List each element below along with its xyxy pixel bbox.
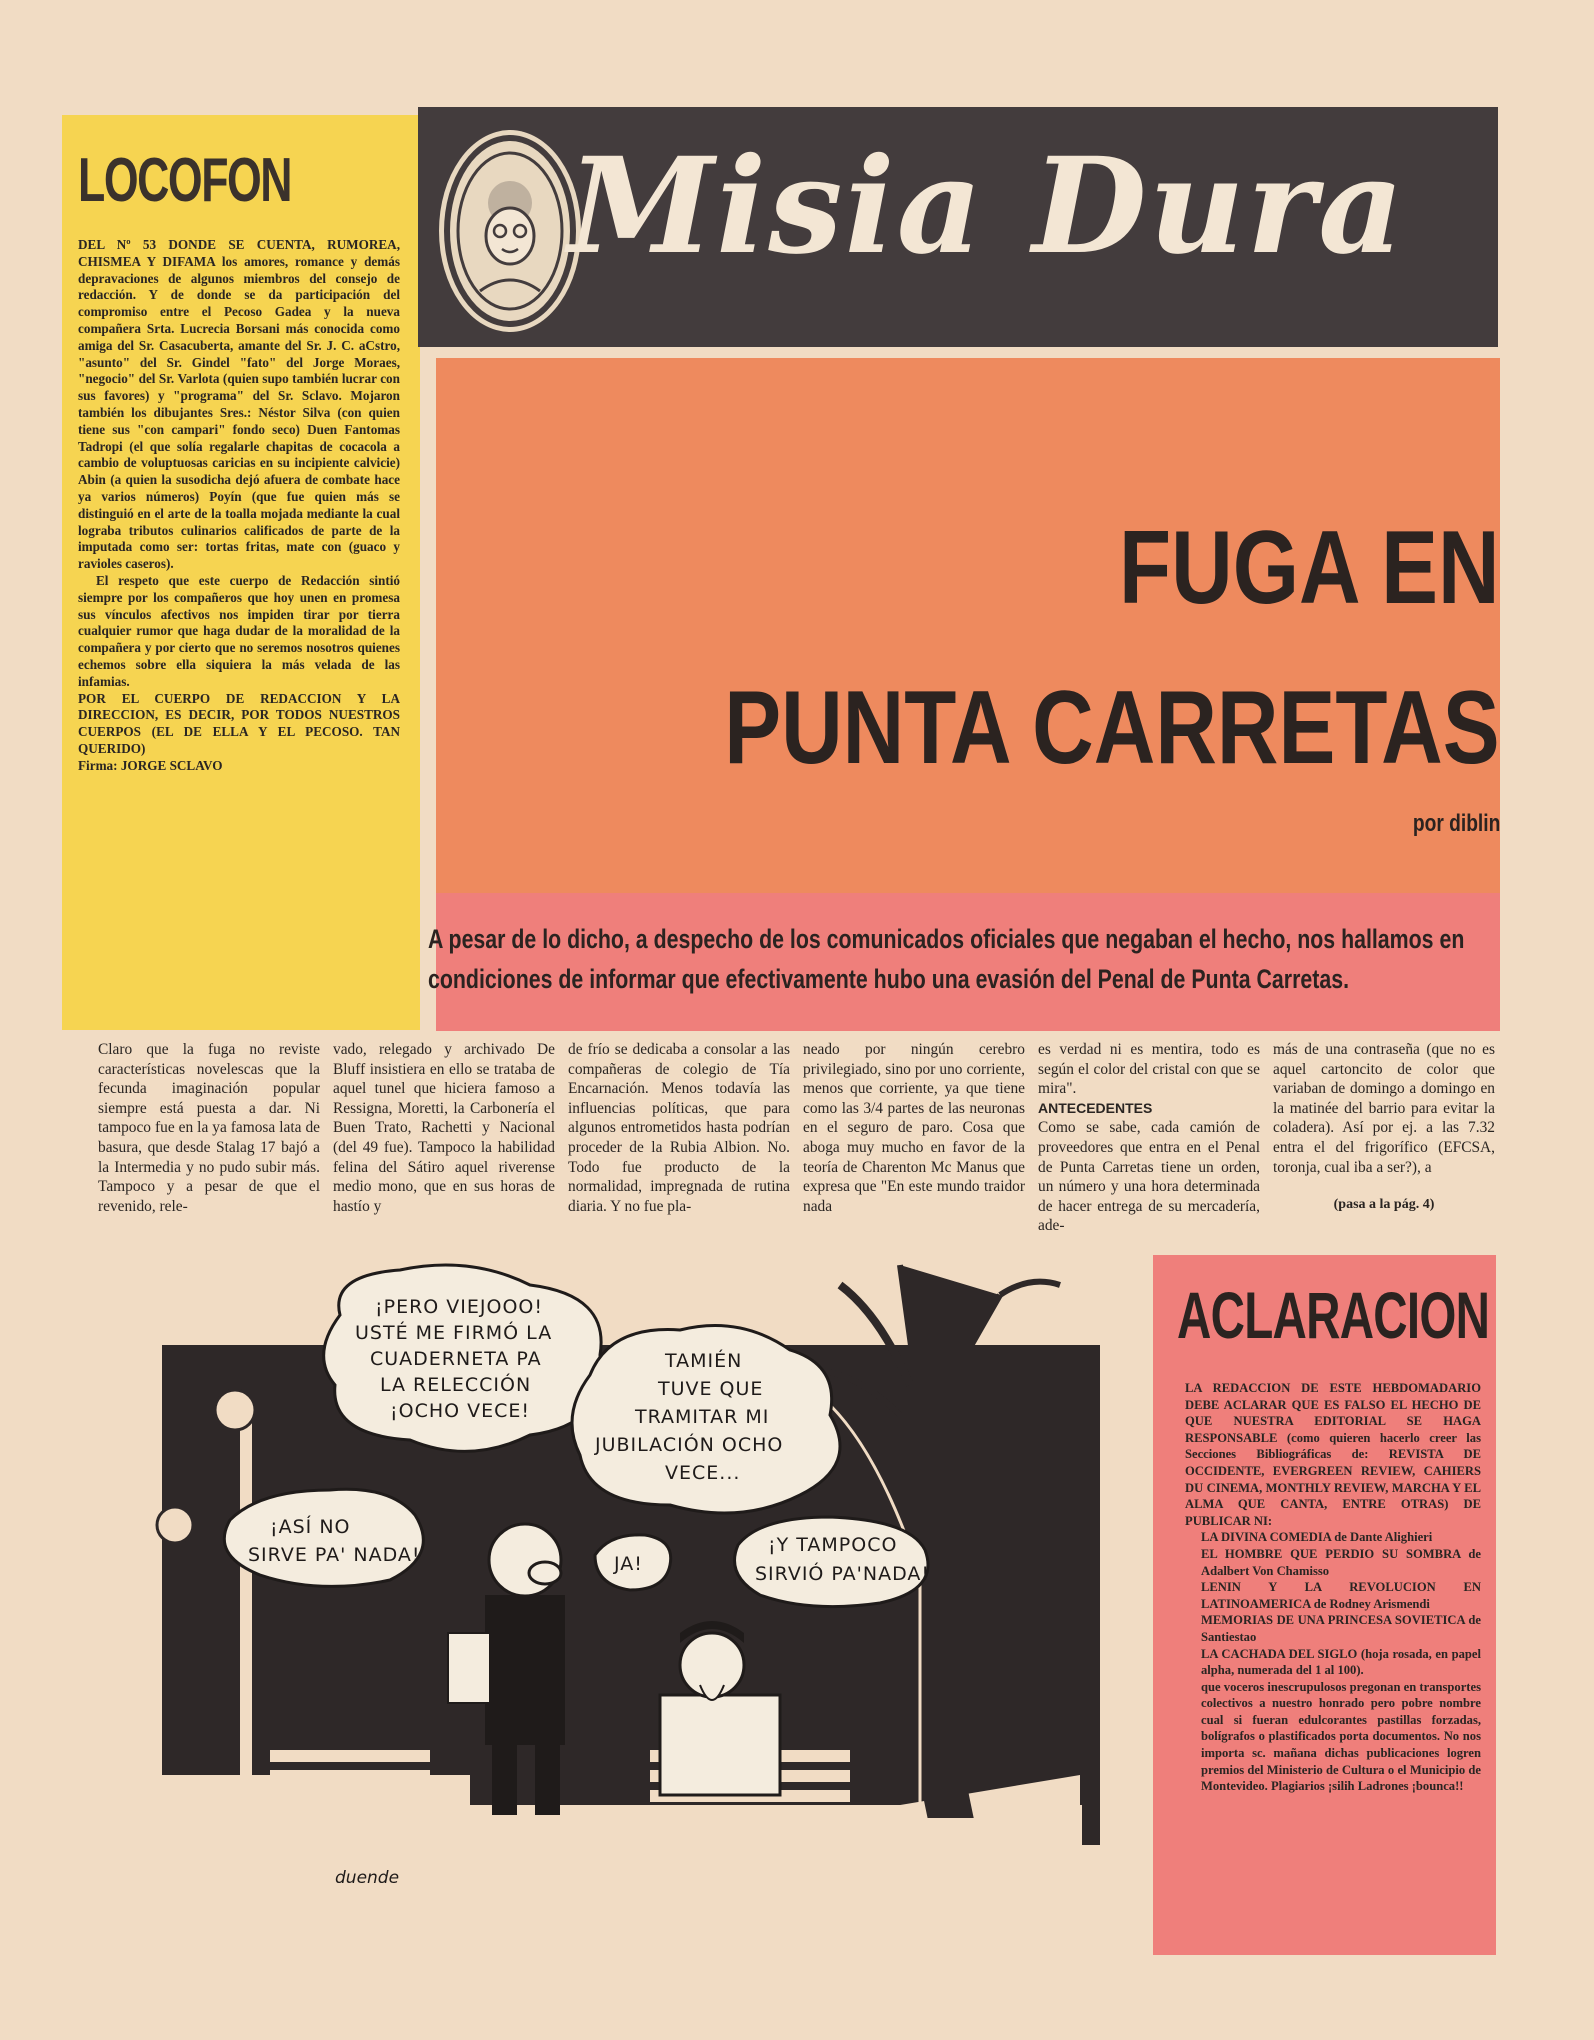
bubble-3-line: ¡ASÍ NO <box>270 1516 351 1538</box>
list-item: MEMORIAS DE UNA PRINCESA SOVIETICA de Santiestao <box>1201 1613 1481 1644</box>
bubble-1-line: CUADERNETA PA <box>370 1348 542 1370</box>
bubble-3-line: SIRVE PA' NADA! <box>248 1544 421 1566</box>
aclaracion-box <box>1153 1255 1496 1955</box>
headline-line-2: PUNTA CARRETAS <box>724 670 1500 786</box>
article-column-text: más de una contraseña (que no es aquel cartoncito de color que variaban de domingo a domingo en la matinée del barrio para evitar la coladera). Así por ej. a las 7.32 entra el del frigorífico (EFCSA, toronja, cual iba a ser?), a <box>1273 1041 1495 1176</box>
bubble-1-line: USTÉ ME FIRMÓ LA <box>355 1322 553 1344</box>
article-column: de frío se dedicaba a consolar a las compañeras de colegio de Tía Encarnación. Menos todavía las influencias políticas, que para algunos entrometidos hasta podrían proceder de la Rubia Albion. No. Todo fue producto de la normalidad, impregnada de rutina diaria. Y no fue pla- <box>568 1041 790 1215</box>
article-column: Claro que la fuga no reviste características novelescas que la fecunda imaginación popular siempre está puesta a dar. Ni tampoco fue en la ya famosa lata de basura, que desde Stalag 17 bajó a la Intermedia y no pudo subir más. Tampoco y a pesar de que el revenido, rele- <box>98 1041 320 1215</box>
bubble-2-line: VECE... <box>665 1462 741 1484</box>
continued-note: (pasa a la pág. 4) <box>1333 1197 1435 1213</box>
article-column <box>1038 1040 1260 1236</box>
list-item: EL HOMBRE QUE PERDIO SU SOMBRA de Adalbert Von Chamisso <box>1201 1546 1481 1578</box>
article-column <box>1273 1040 1495 1215</box>
bubble-1-line: LA RELECCIÓN <box>380 1374 532 1396</box>
cartoon-signature: duende <box>335 1868 400 1888</box>
aclaracion-title: ACLARACION <box>1177 1278 1490 1352</box>
bubble-5-line: ¡Y TAMPOCO <box>768 1534 898 1556</box>
headline <box>725 488 1500 808</box>
bubble-2-line: TAMIÉN <box>665 1350 743 1372</box>
aclaracion-list <box>1185 1529 1481 1678</box>
list-item: LENIN Y LA REVOLUCION EN LATINOAMERICA de Rodney Arismendi <box>1201 1580 1481 1611</box>
locofon-paragraph: DEL Nº 53 DONDE SE CUENTA, RUMOREA, CHISMEA Y DIFAMA los amores, romance y demás depravaciones de algunos miembros del consejo de redacción. Y de donde se da participación del compromiso entre el Pecoso Gadea y la nueva compañera Srta. Lucrecia Borsani más conocida como amiga del Sr. Casacuberta, amante del Sr. J. C. aCstro, "asunto" del Sr. Gindel "fato" del Jorge Moraes, "negocio" del Sr. Varlota (quien supo también lucrar con sus favores) y "programa" del Sr. Sclavo. Mojaron también los dibujantes Sres.: Néstor Silva (con quien tiene sus "con campari" fondo seco) Duen Fantomas Tadropi (el que solía regalarle chapitas de cocacola a cambio de voluptuosas caricias en su incipiente calvicie) Abin (a quien la susodicha dejó afuera de combate hace ya varios números) Poyín (que fue quien más se distinguió en el arte de la toalla mojada mediante la cual lograba tributos culinarios calificados de parte de la imputada como ser: tortas fritas, mate con (guaco y ravioles caseros). <box>78 237 400 572</box>
masthead <box>418 107 1498 347</box>
aclaracion-body <box>1185 1380 1481 1795</box>
lede: A pesar de lo dicho, a despecho de los comunicados oficiales que negaban el hecho, nos hallamos en condiciones de informar que efectivamente hubo una evasión del Penal de Punta Carretas. <box>428 924 1465 994</box>
bubble-1-line: ¡OCHO VECE! <box>390 1400 531 1422</box>
article-column: neado por ningún cerebro privilegiado, sino por uno corriente, menos que corriente, ya que tiene como las 3/4 partes de las neuronas en el seguro de paro. Cosa que aboga muy mucho en favor de la teoría de Charenton Mc Manus que expresa que "En este mundo traidor nada <box>803 1041 1025 1215</box>
article-column-text: es verdad ni es mentira, todo es según el color del cristal con que se mira". <box>1038 1041 1260 1098</box>
headline-box <box>436 358 1500 893</box>
bubble-2-line: TUVE QUE <box>658 1378 764 1400</box>
aclaracion-outro: que voceros inescrupulosos pregonan en transportes colectivos a nuestro honrado pero pobre nombre cual si fueran edulcorantes pastillas forzadas, bolígrafos o plastificados porta documentos. No nos importa sc. mañana dichas publicaciones logren premios del Ministerio de Cultura o el Municipio de Montevideo. Plagiarios ¡silih Ladrones ¡bounca!! <box>1201 1679 1481 1794</box>
lede-box <box>428 893 1500 1031</box>
locofon-signature: Firma: JORGE SCLAVO <box>78 757 223 773</box>
bubble-2-line: JUBILACIÓN OCHO <box>595 1434 784 1456</box>
locofon-paragraph: El respeto que este cuerpo de Redacción sintió siempre por los compañeros que hoy unen en promesa sus vínculos afectivos nos impiden tirar por tierra cualquier rumor que haga dudar de la moralidad de la compañera y por cierto que no seremos nosotros quienes echemos sobre ella siquiera la más velada de las infamias. <box>78 572 400 689</box>
list-item: LA DIVINA COMEDIA de Dante Alighieri <box>1201 1530 1433 1545</box>
bubble-1-line: ¡PERO VIEJOOO! <box>375 1296 543 1318</box>
bubble-5-line: SIRVIÓ PA'NADA! <box>755 1563 931 1585</box>
article-column: vado, relegado y archivado De Bluff insistiera en ello se trataba de aquel tunel que hiciera famoso a Ressigna, Moretti, la Carbonería el Buen Trato, Rachetti y Nacional (del 49 fue). Tampoco la habilidad felina del Sátiro aquel riverense medio mono, que en sus horas de hastío y <box>333 1041 555 1215</box>
locofon-paragraph: POR EL CUERPO DE REDACCION Y LA DIRECCION, ES DECIR, POR TODOS NUESTROS CUERPOS (EL DE ELLA Y EL PECOSO. TAN QUERIDO) <box>78 690 400 756</box>
locofon-body <box>78 237 400 775</box>
bubble-4-line: JA! <box>614 1553 643 1575</box>
bubble-2-line: TRAMITAR MI <box>635 1406 770 1428</box>
locofon-title: LOCOFON <box>78 146 292 215</box>
article-column-text: Como se sabe, cada camión de proveedores que entra en el Penal de Punta Carretas tiene un orden, un número y una hora determinada de hacer entrega de su mercadería, ade- <box>1038 1119 1260 1235</box>
headline-line-1: FUGA EN <box>1119 510 1500 626</box>
article-columns <box>98 1040 1498 1245</box>
masthead-logo: Misia Dura <box>568 129 1406 284</box>
byline: por diblin <box>1412 810 1500 837</box>
list-item: LA CACHADA DEL SIGLO (hoja rosada, en papel alpha, numerada del 1 al 100). <box>1201 1646 1481 1678</box>
locofon-box <box>62 115 420 1030</box>
aclaracion-intro: LA REDACCION DE ESTE HEBDOMADARIO DEBE ACLARAR QUE ES FALSO EL HECHO DE QUE NUESTRA EDITORIAL SE HAGA RESPONSABLE (como quieren hacerlo creer las Secciones Bibliográficas de: REVISTA DE OCCIDENTE, EVERGREEN REVIEW, CAHIERS DU CINEMA, MONTHLY REVIEW, MARCHA Y EL ALMA QUE CANTA, ENTRE OTRAS) DE PUBLICAR NI: <box>1185 1381 1481 1528</box>
article-subheading: ANTECEDENTES <box>1038 1099 1153 1116</box>
cartoon <box>140 1255 1100 1895</box>
grandmother-portrait-icon <box>444 135 576 327</box>
